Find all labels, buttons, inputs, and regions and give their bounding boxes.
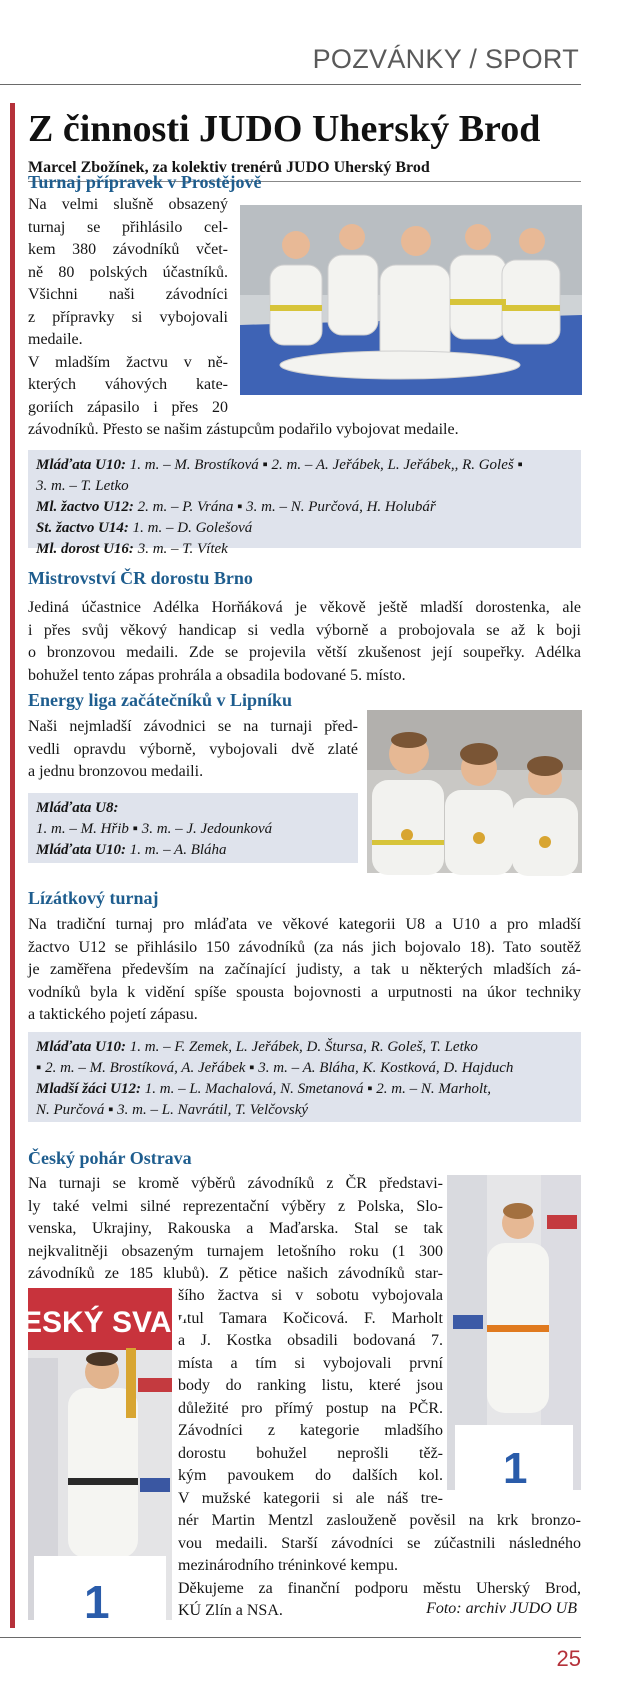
accent-bar xyxy=(10,103,15,1628)
heading-lizatkovy: Lízátkový turnaj xyxy=(28,888,159,908)
page-number: 25 xyxy=(556,1646,581,1671)
podium-number: 1 xyxy=(84,1576,110,1628)
photo-ostrava-podium-coach xyxy=(22,1288,190,1628)
text-lizatkovy: Na tradiční turnaj pro mláďata ve věkové kategorii U8 a U10 a pro mladší žactvo U12 se přihlásilo 150 závodníků (za nás jich bojovalo 18). Tato soutěž je zaměřena především na začínající judisty, a tak u některých mladších zá- vodníků byla k vidění spíše spousta bojovnosti a urputnosti na úkor techniky a taktického pojetí zápasu. xyxy=(28,916,581,1023)
banner-text: ESKÝ SVAZ xyxy=(22,1306,190,1339)
article-title: Z činnosti JUDO Uherský Brod xyxy=(28,108,541,150)
photo-ostrava-podium-girl xyxy=(447,1175,581,1493)
photo-credit: Foto: archiv JUDO UB xyxy=(426,1600,577,1617)
text-prostejov: Na velmi slušně obsazený turnaj se přihlásilo cel- kem 380 závodníků včet- ně 80 polských účastníků. Všichni naši závodníci z přípravky si vybojovali medaile. V mladším žactvu v ně- kterých váhových kate- goriích zápasilo i přes 20 xyxy=(28,196,228,416)
heading-ostrava: Český pohár Ostrava xyxy=(28,1148,192,1168)
bottom-divider xyxy=(0,1637,581,1638)
text-lipnik: Naši nejmladší závodnici se na turnaji před- vedli opravdu výborně, vybojovali dvě zlaté a jednu bronzovou medaili. xyxy=(28,718,358,780)
text-ostrava-end: nér Martin Mentzl zaslouženě pověsil na krk bronzo- vou medaili. Starší závodníci se zúčastnili následného mezinárodního tréninkové kempu. Děkujeme za finanční podporu městu Uherský Brod, KÚ Zlín a NSA. xyxy=(178,1512,581,1619)
text-ostrava-intro: Na turnaji se kromě výběrů závodníků z ČR představi- ly také velmi silné reprezentační výběry z Polska, Slo- venska, Ukrajiny, Rakouska a Maďarska. Stal se tak nejkvalitněji obsazeným turnajem letošního roku (1 300 závodníků ze 185 klubů). Z pětice našich závodníků star- xyxy=(28,1175,443,1282)
photo-lipnik-medalists xyxy=(367,710,582,873)
results-lipnik: Mláďata U8: 1. m. – M. Hřib ▪ 3. m. – J. Jedounková Mláďata U10: 1. m. – A. Bláha xyxy=(28,793,358,863)
heading-lipnik: Energy liga začátečníků v Lipníku xyxy=(28,690,293,710)
heading-prostejov: Turnaj přípravek v Prostějově xyxy=(28,172,262,192)
article-byline: Marcel Zbožínek, za kolektiv trenérů JUDO Uherský Brod xyxy=(28,159,430,176)
results-lizatkovy: Mláďata U10: 1. m. – F. Zemek, L. Jeřábek, D. Štursa, R. Goleš, T. Letko ▪ 2. m. – M. Brostíková, A. Jeřábek ▪ 3. m. – A. Bláha, K. Kostková, D. Hajduch Mladší žáci U12: 1. m. – L. Machalová, N. Smetanová ▪ 2. m. – N. Marholt, N. Purčová ▪ 3. m. – L. Navrátil, T. Velčovský xyxy=(28,1032,581,1122)
top-divider xyxy=(0,84,581,85)
section-label: POZVÁNKY / SPORT xyxy=(312,44,579,74)
results-prostejov: Mláďata U10: 1. m. – M. Brostíková ▪ 2. m. – A. Jeřábek, L. Jeřábek,, R. Goleš ▪ 3. m. – T. Letko Ml. žactvo U12: 2. m. – P. Vrána ▪ 3. m. – N. Purčová, H. Holubář St. žactvo U14: 1. m. – D. Golešová Ml. dorost U16: 3. m. – T. Vítek xyxy=(28,450,581,548)
text-prostejov-end: závodníků. Přesto se našim zástupcům podařilo vybojovat medaile. xyxy=(28,421,459,438)
text-ostrava-middle: šího žactva si v sobotu vybojovala titul Tamara Kočicová. F. Marholt a J. Kostka obsadili bodovaná 7. místa a tím si vybojovali první body do ranking listu, které jsou důležité pro přímý postup na PČR. Závodníci z kategorie mladšího dorostu bohužel neprošli těž- kým pavoukem do dalších kol. V mužské kategorii si ale náš tre- xyxy=(178,1287,443,1507)
photo-prostejov-team xyxy=(240,205,582,395)
heading-brno: Mistrovství ČR dorostu Brno xyxy=(28,568,253,588)
podium-number: 1 xyxy=(503,1444,528,1493)
text-brno: Jediná účastnice Adélka Horňáková je věkově ještě mladší dorostenka, ale i přes svůj věkový handicap si vedla výborně a probojovala se až k boji o bronzovou medaili. Zde se projevila větší zkušenost její soupeřky. Adélka bohužel tento zápas prohrála a obsadila bodované 5. místo. xyxy=(28,599,581,684)
